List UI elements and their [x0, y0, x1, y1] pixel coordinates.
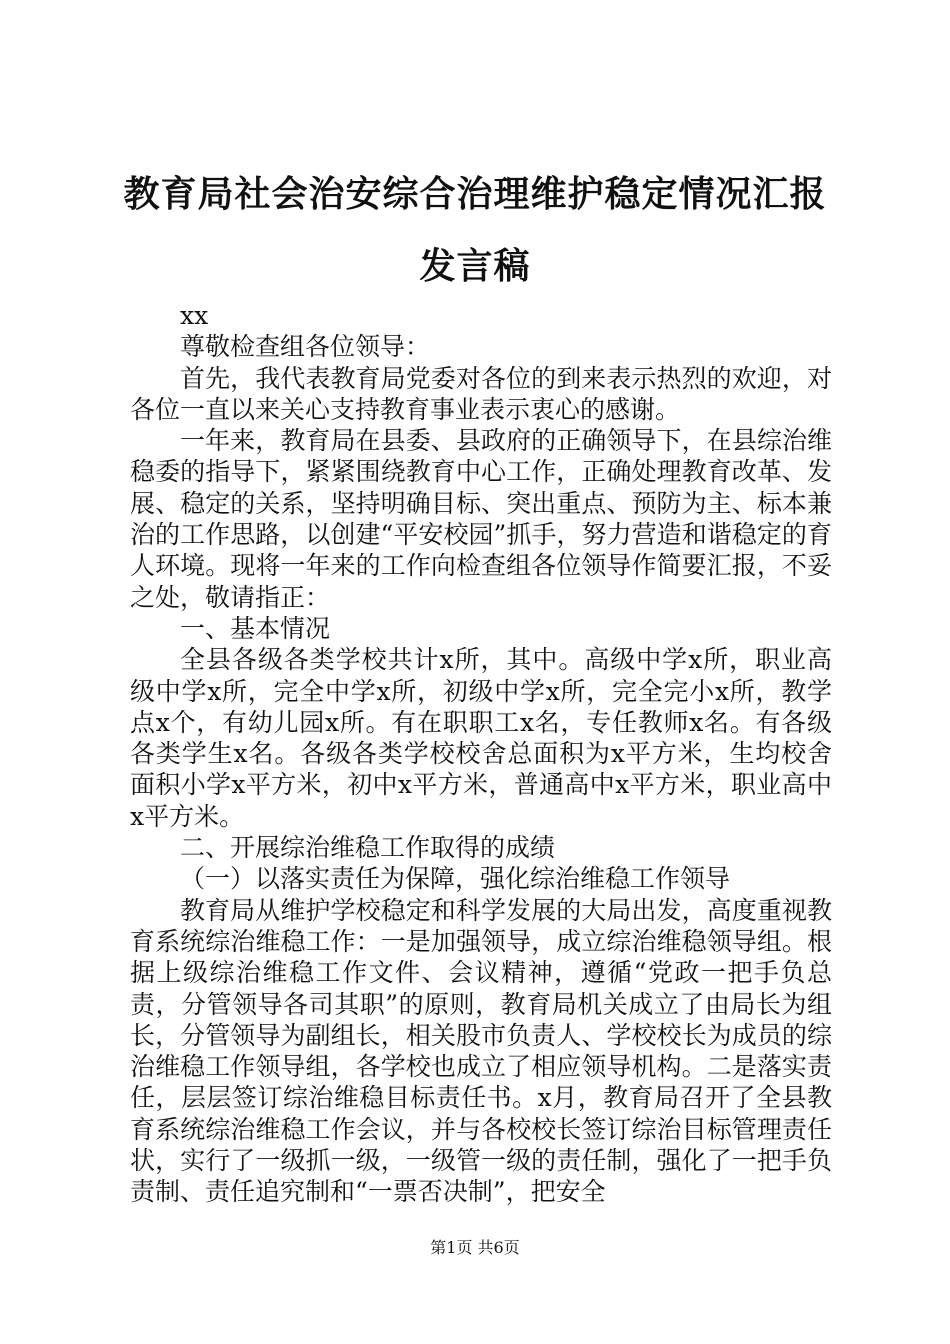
subsection-heading: （一）以落实责任为保障，强化综治维稳工作领导 [180, 864, 731, 894]
page-footer: 第1页 共6页 [430, 1238, 520, 1257]
salutation: 尊敬检查组各位领导： [180, 332, 431, 362]
paragraph: 教育局从维护学校稳定和科学发展的大局出发，高度重视教育系统综治维稳工作：一是加强领导，成立综治维稳领导组。根据上级综治维稳工作文件、会议精神，遵循“党政一把手负总责，分管领导各司其职”的原则，教育局机关成立了由局长为组长，分管领导为副组长，相关股市负责人、学校校长为成员的综治维稳工作领导组，各学校也成立了相应领导机构。二是落实责任，层层签订综治维稳目标责任书。x月，教育局召开了全县教育系统综治维稳工作会议，并与各校校长签订综治目标管理责任状，实行了一级抓一级，一级管一级的责任制，强化了一把手负责制、责任追究制和“一票否决制”，把安全 [130, 895, 832, 1207]
document-title: 教育局社会治安综合治理维护稳定情况汇报发言稿 [123, 173, 827, 287]
paragraph: 一年来，教育局在县委、县政府的正确领导下，在县综治维稳委的指导下，紧紧围绕教育中心工作，正确处理教育改革、发展、稳定的关系，坚持明确目标、突出重点、预防为主、标本兼治的工作思路，以创建“平安校园”抓手，努力营造和谐稳定的育人环境。现将一年来的工作向检查组各位领导作简要汇报，不妥之处，敬请指正： [130, 426, 832, 612]
section-heading: 一、基本情况 [180, 613, 331, 643]
section-heading: 二、开展综治维稳工作取得的成绩 [180, 833, 556, 863]
salutation-placeholder: xx [180, 301, 209, 330]
document-body [130, 300, 832, 1208]
paragraph: 全县各级各类学校共计x所，其中。高级中学x所，职业高级中学x所，完全中学x所，初级中学x所，完全完小x所，教学点x个，有幼儿园x所。有在职职工x名，专任教师x名。有各级各类学生x名。各级各类学校校舍总面积为x平方米，生均校舍面积小学x平方米，初中x平方米，普通高中x平方米，职业高中x平方米。 [130, 645, 832, 831]
paragraph: 首先，我代表教育局党委对各位的到来表示热烈的欢迎，对各位一直以来关心支持教育事业表示衷心的感谢。 [130, 363, 832, 424]
